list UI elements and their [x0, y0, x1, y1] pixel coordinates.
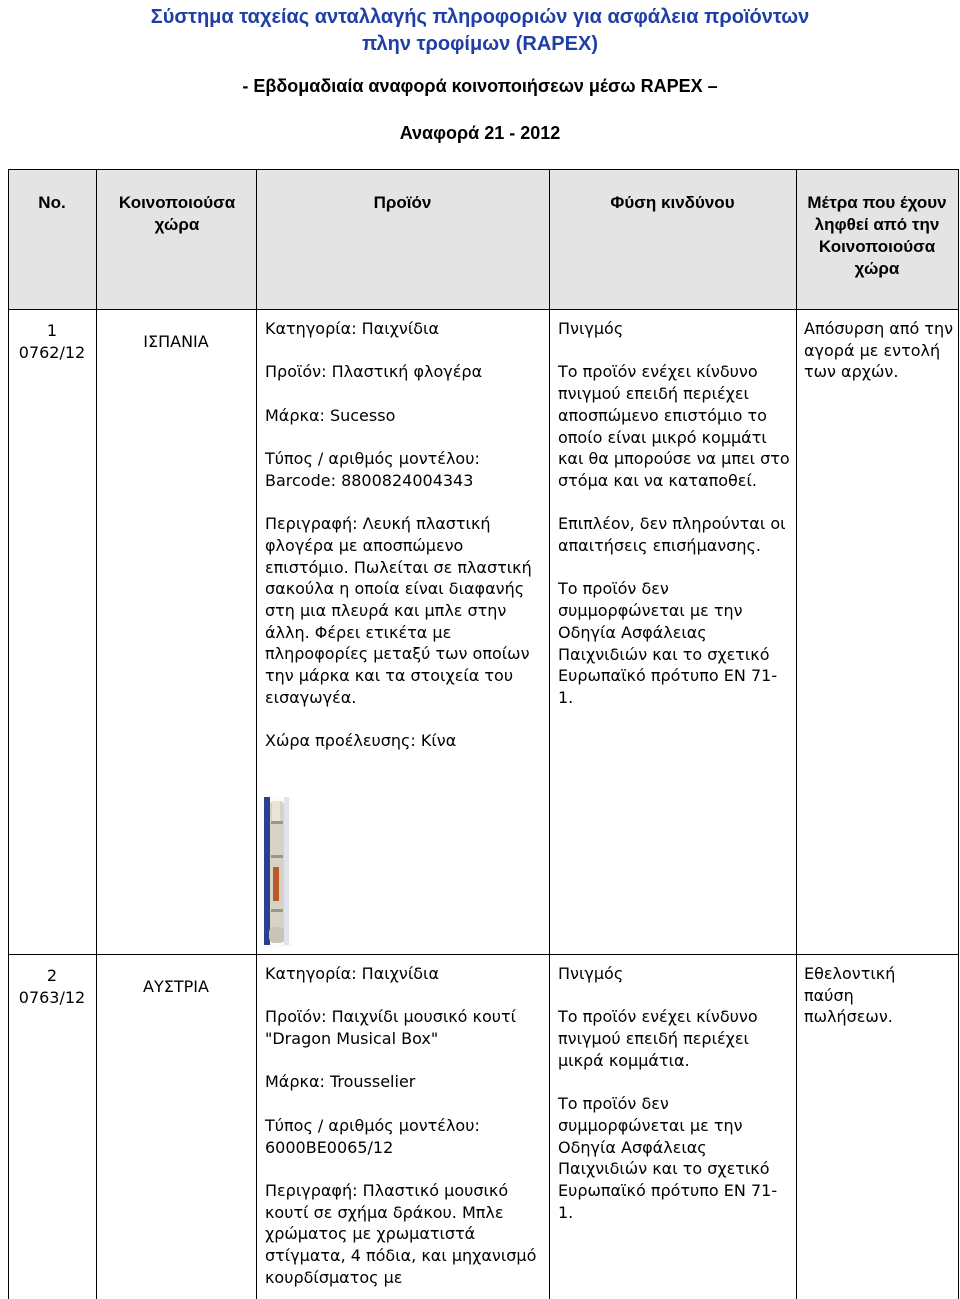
row2-risk-compliance: Το προϊόν δεν συμμορφώνεται με την Οδηγία Ασφάλειας Παιχνιδιών και το σχετικό Ευρωπαϊκό πρότυπο EN 71-1.	[558, 1094, 778, 1222]
row2-measures: Εθελοντική παύση πωλήσεων.	[804, 964, 896, 1027]
row2-risk-type: Πνιγμός	[558, 964, 624, 983]
row2-product	[265, 963, 537, 1288]
row1-product-model: Τύπος / αριθμός μοντέλου: Barcode: 8800824004343	[265, 449, 480, 490]
table-row-border	[8, 954, 959, 955]
table-col-divider	[796, 169, 797, 1299]
row1-product-brand: Μάρκα: Sucesso	[265, 405, 396, 425]
row1-risk-type: Πνιγμός	[558, 319, 624, 338]
row2-product-brand: Μάρκα: Trousselier	[265, 1072, 416, 1092]
row1-product-description: Περιγραφή: Λευκή πλαστική φλογέρα με αποσπώμενο επιστόμιο. Πωλείται σε πλαστική σακούλα η οποία είναι διαφανής στη μια πλευρά και μπλε στην άλλη. Φέρει ετικέτα με πληροφορίες μεταξύ των οποίων την μάρκα και τα στοιχεία του εισαγωγέα.	[265, 514, 532, 707]
table-col-divider	[549, 169, 550, 1299]
row2-index: 2	[46, 966, 58, 985]
header-no: No.	[38, 193, 66, 212]
row1-product-origin: Χώρα προέλευσης: Κίνα	[265, 731, 457, 751]
row2-product-category: Κατηγορία: Παιχνίδια	[265, 964, 439, 983]
row2-country: ΑΥΣΤΡΙΑ	[143, 977, 209, 996]
row1-number	[8, 320, 96, 363]
document-title-line2: πλην τροφίμων (RAPEX)	[361, 33, 598, 55]
row1-risk	[558, 318, 790, 709]
header-risk: Φύση κινδύνου	[610, 193, 735, 212]
row2-number	[8, 965, 96, 1008]
table-border-top	[8, 169, 959, 170]
table-col-divider	[256, 169, 257, 1299]
header-measures: Μέτρα που έχουν ληφθεί από την Κοινοποιούσα χώρα	[807, 193, 947, 278]
header-product: Προϊόν	[373, 193, 432, 212]
row1-risk-labelling: Επιπλέον, δεν πληρούνται οι απαιτήσεις επισήμανσης.	[558, 514, 786, 555]
document-title-line1: Σύστημα ταχείας ανταλλαγής πληροφοριών για ασφάλεια προϊόντων	[150, 6, 810, 28]
header-country: Κοινοποιούσα χώρα	[118, 193, 236, 234]
row1-ref: 0762/12	[18, 342, 86, 362]
row1-product	[265, 318, 547, 752]
row2-product-description: Περιγραφή: Πλαστικό μουσικό κουτί σε σχήμα δράκου. Μπλε χρώματος με χρωματιστά στίγματα, 4 πόδια, και μηχανισμό κουρδίσματος με	[265, 1180, 537, 1287]
row1-country: ΙΣΠΑΝΙΑ	[143, 332, 209, 351]
row2-product-model: Τύπος / αριθμός μοντέλου: 6000BE0065/12	[265, 1115, 480, 1157]
row1-index: 1	[46, 321, 58, 340]
row1-product-category: Κατηγορία: Παιχνίδια	[265, 319, 439, 338]
row1-product-name: Προϊόν: Πλαστική φλογέρα	[265, 362, 483, 382]
table-border-right	[958, 169, 959, 1299]
row2-product-name: Προϊόν: Παιχνίδι μουσικό κουτί "Dragon Musical Box"	[265, 1007, 517, 1049]
row2-risk-description: Το προϊόν ενέχει κίνδυνο πνιγμού επειδή περιέχει μικρά κομμάτια.	[558, 1007, 758, 1070]
row1-risk-compliance: Το προϊόν δεν συμμορφώνεται με την Οδηγία Ασφάλειας Παιχνιδιών και το σχετικό Ευρωπαϊκό πρότυπο EN 71-1.	[558, 579, 778, 707]
row2-ref: 0763/12	[18, 987, 86, 1007]
document-subtitle: - Εβδομαδιαία αναφορά κοινοποιήσεων μέσω RAPEX –	[242, 76, 718, 96]
recorder-flute-image	[262, 797, 292, 947]
row1-risk-description: Το προϊόν ενέχει κίνδυνο πνιγμού επειδή περιέχει αποσπώμενο επιστόμιο το οποίο είναι μικρό κομμάτι και θα μπορούσε να μπει στο στόμα και να καταποθεί.	[558, 362, 790, 490]
table-header-border	[8, 309, 959, 310]
row2-risk	[558, 963, 790, 1223]
report-number: Αναφορά 21 - 2012	[399, 123, 561, 143]
row1-measures: Απόσυρση από την αγορά με εντολή των αρχών.	[804, 319, 954, 382]
